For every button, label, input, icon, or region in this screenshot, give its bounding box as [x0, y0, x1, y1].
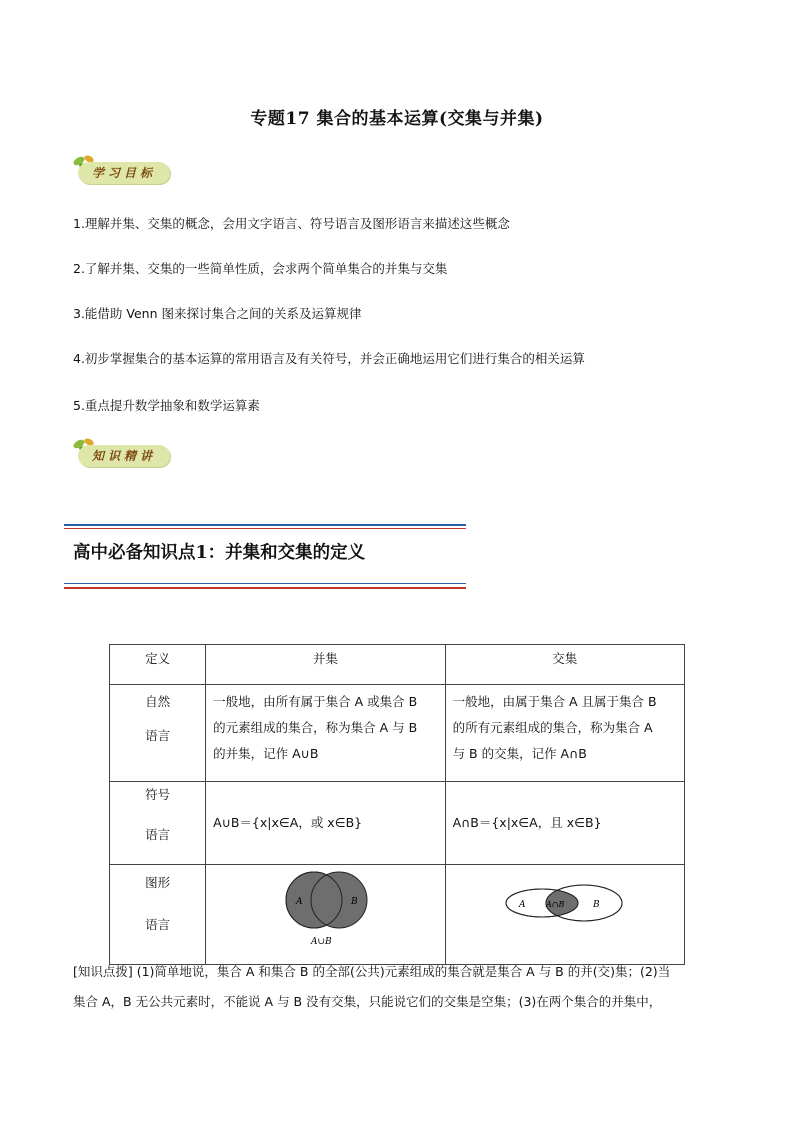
- knowledge-note-line: 集合 A，B 无公共元素时，不能说 A 与 B 没有交集，只能说它们的交集是空集；(3)在两个集合的并集中，: [73, 994, 662, 1009]
- objective-item: 1.理解并集、交集的概念，会用文字语言、符号语言及图形语言来描述这些概念: [73, 216, 510, 231]
- union-natural-language: 一般地，由所有属于集合 A 或集合 B 的元素组成的集合，称为集合 A 与 B 的并集，记作 A∪B: [206, 685, 445, 782]
- objective-item: 4.初步掌握集合的基本运算的常用语言及有关符号，并会正确地运用它们进行集合的相关运算: [73, 351, 585, 366]
- heading-bottom-rule-thin: [64, 583, 466, 584]
- knowledge-lecture-label: 知识精讲: [78, 445, 170, 467]
- venn-caption: A∪B: [311, 937, 332, 947]
- objective-item: 2.了解并集、交集的一些简单性质，会求两个简单集合的并集与交集: [73, 261, 448, 276]
- table-header-row: [110, 645, 685, 685]
- page-title: 专题17 集合的基本运算(交集与并集): [250, 109, 544, 129]
- row-label: 符号 语言: [110, 782, 206, 865]
- objective-item: 5.重点提升数学抽象和数学运算素: [73, 398, 260, 413]
- row-label: 图形 语言: [110, 865, 206, 965]
- union-symbol-language: A∪B＝{x|x∈A，或 x∈B}: [206, 782, 445, 865]
- heading-top-rule-thin: [64, 528, 466, 529]
- heading-bottom-rule: [64, 587, 466, 589]
- table-header-cell: 定义: [110, 645, 206, 685]
- table-header-cell: 交集: [445, 645, 684, 685]
- table-row: [110, 782, 685, 865]
- venn-label-a: A: [296, 897, 303, 907]
- objective-item: 3.能借助 Venn 图来探讨集合之间的关系及运算规律: [73, 306, 362, 321]
- row-label: 自然 语言: [110, 685, 206, 782]
- intersection-venn-cell: [445, 865, 684, 965]
- venn-label-b: B: [592, 900, 600, 910]
- table-row: [110, 865, 685, 965]
- intersection-symbol-language: A∩B＝{x|x∈A，且 x∈B}: [445, 782, 684, 865]
- table-row: [110, 685, 685, 782]
- learning-goals-badge: [70, 152, 174, 190]
- knowledge-lecture-badge: [70, 435, 174, 473]
- learning-goals-label: 学习目标: [78, 162, 170, 184]
- venn-label-a: A: [518, 900, 526, 910]
- venn-label-b: B: [351, 897, 358, 907]
- table-header-cell: 并集: [206, 645, 445, 685]
- definition-table: [109, 644, 685, 965]
- knowledge-note-line: [知识点拨] (1)简单地说，集合 A 和集合 B 的全部(公共)元素组成的集合就是集合 A 与 B 的并(交)集；(2)当: [73, 964, 671, 979]
- venn-overlap-label: A∩B: [545, 900, 564, 909]
- intersection-natural-language: 一般地，由属于集合 A 且属于集合 B 的所有元素组成的集合，称为集合 A 与 B 的交集，记作 A∩B: [445, 685, 684, 782]
- section-heading: 高中必备知识点1：并集和交集的定义: [73, 543, 366, 563]
- heading-top-rule: [64, 524, 466, 526]
- union-venn-cell: [206, 865, 445, 965]
- union-venn-diagram: [206, 865, 445, 961]
- intersection-venn-diagram: [446, 865, 685, 961]
